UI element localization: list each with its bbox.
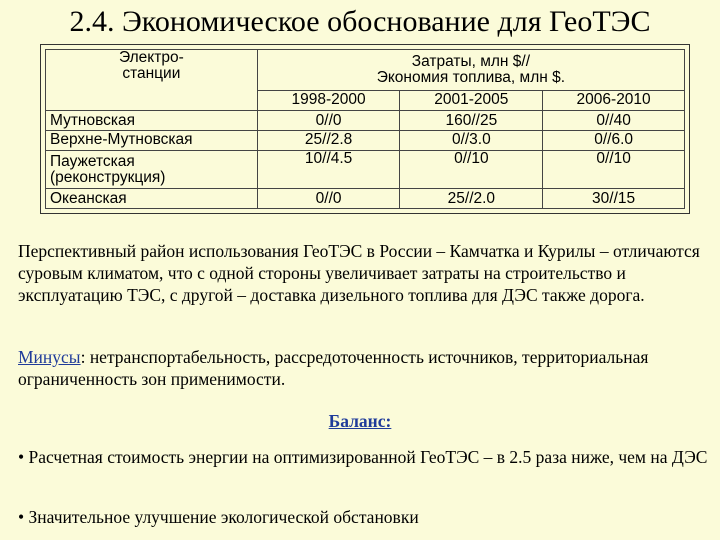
table-frame xyxy=(40,44,690,214)
intro-paragraph: Перспективный район использования ГеоТЭС в России – Камчатка и Курилы – отличаются суровым климатом, что с одной стороны увеличивает затраты на строительство и эксплуатацию ТЭС, с другой – доставка дизельного топлива для ДЭС также дорога. xyxy=(18,241,700,305)
station-name: Мутновская xyxy=(46,111,258,131)
minus-paragraph xyxy=(18,346,718,390)
page-title: 2.4. Экономическое обоснование для ГеоТЭС xyxy=(69,5,651,38)
header-costs xyxy=(257,50,684,91)
table-cell: 160//25 xyxy=(400,111,543,131)
minus-text: : нетранспортабельность, рассредоточенность источников, территориальная ограниченность зон применимости. xyxy=(18,347,649,389)
header-stations xyxy=(46,50,258,111)
table-cell: 0//0 xyxy=(257,189,400,209)
station-name xyxy=(46,150,258,188)
station-name: Верхне-Мутновская xyxy=(46,131,258,151)
table-row xyxy=(46,189,685,209)
station-name: Океанская xyxy=(46,189,258,209)
minus-link[interactable]: Минусы xyxy=(18,347,81,367)
balance-link[interactable]: Баланс: xyxy=(328,411,392,431)
header-costs-line-1: Затраты, млн $// xyxy=(411,52,531,70)
table-cell: 25//2.0 xyxy=(400,189,543,209)
table-header-row xyxy=(46,50,685,91)
station-name-line-1: Паужетская xyxy=(50,152,135,170)
header-period: 1998-2000 xyxy=(257,90,400,111)
bullet-item: • Значительное улучшение экологической обстановки xyxy=(18,507,419,527)
table-row xyxy=(46,111,685,131)
bullet-item: • Расчетная стоимость энергии на оптимизированной ГеоТЭС – в 2.5 раза ниже, чем на ДЭС xyxy=(18,447,708,467)
table-cell: 0//6.0 xyxy=(543,131,685,151)
table-row xyxy=(46,150,685,188)
header-period: 2006-2010 xyxy=(543,90,685,111)
table-cell: 0//0 xyxy=(257,111,400,131)
table-cell: 25//2.8 xyxy=(257,131,400,151)
header-costs-line-2: Экономия топлива, млн $. xyxy=(376,68,566,86)
table-cell: 10//4.5 xyxy=(257,150,400,188)
table-row xyxy=(46,131,685,151)
table-cell: 0//40 xyxy=(543,111,685,131)
table-cell: 30//15 xyxy=(543,189,685,209)
station-name-line-2: (реконструкция) xyxy=(50,168,166,186)
header-stations-line-2: станции xyxy=(122,65,181,82)
economics-table xyxy=(45,49,685,209)
header-period: 2001-2005 xyxy=(400,90,543,111)
table-cell: 0//3.0 xyxy=(400,131,543,151)
header-stations-line-1: Электро- xyxy=(118,49,184,66)
table-cell: 0//10 xyxy=(400,150,543,188)
table-cell: 0//10 xyxy=(543,150,685,188)
